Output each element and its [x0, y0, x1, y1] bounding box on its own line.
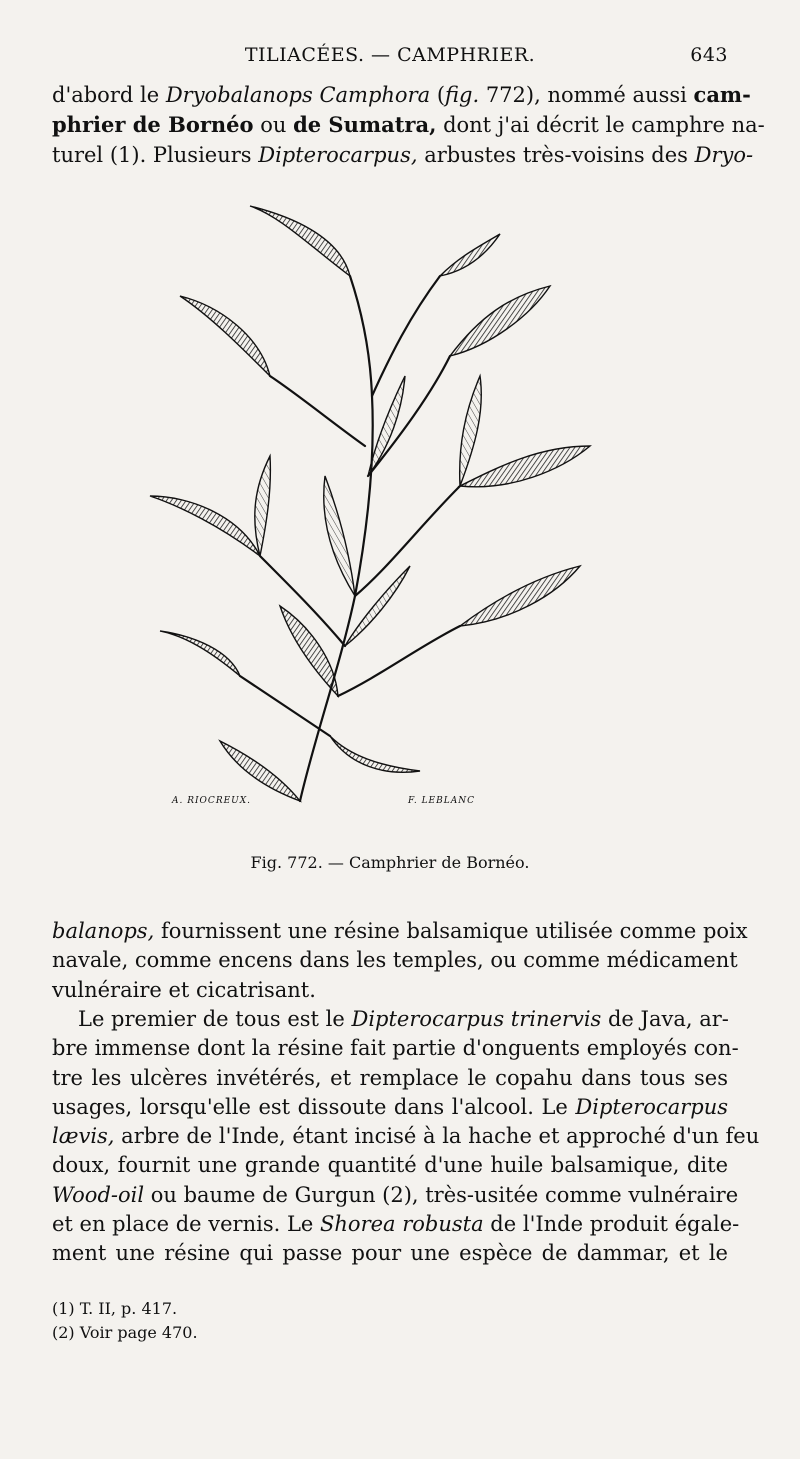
- text-line: turel (1). Plusieurs Dipterocarpus, arbustes très-voisins des Dryo-: [52, 142, 754, 167]
- paragraph-dipterocarpus: [52, 1005, 760, 1269]
- text-line: d'abord le Dryobalanops Camphora (fig. 772), nommé aussi cam-: [52, 82, 751, 107]
- text-line: navale, comme encens dans les temples, ou comme médicament: [52, 948, 738, 973]
- text-line: lævis, arbre de l'Inde, étant incisé à la hache et approché d'un feu: [52, 1124, 760, 1149]
- paragraph-dryobalanops: [52, 917, 748, 1005]
- text-line: balanops, fournissent une résine balsamique utilisée comme poix: [52, 919, 748, 943]
- page-number: 643: [690, 44, 728, 66]
- text-line: Wood-oil ou baume de Gurgun (2), très-usitée comme vulnéraire: [52, 1182, 739, 1207]
- text-line: doux, fournit une grande quantité d'une huile balsamique, dite: [52, 1153, 728, 1178]
- running-title: TILIACÉES. — CAMPHRIER.: [244, 44, 536, 66]
- text-line: bre immense dont la résine fait partie d'onguents employés con-: [52, 1036, 739, 1061]
- text-line: usages, lorsqu'elle est dissoute dans l'alcool. Le Dipterocarpus: [52, 1094, 728, 1119]
- figure-caption: Fig. 772. — Camphrier de Bornéo.: [250, 853, 530, 872]
- engraver-signature: F. LEBLANC: [408, 796, 475, 806]
- text-line: ment une résine qui passe pour une espèce de dammar, et le: [52, 1241, 728, 1266]
- text-line: vulnéraire et cicatrisant.: [52, 977, 316, 1002]
- text-line: et en place de vernis. Le Shorea robusta de l'Inde produit égale-: [52, 1212, 740, 1237]
- running-header: [52, 44, 728, 66]
- illustrator-signature: A. RIOCREUX.: [172, 796, 252, 806]
- footnote-2: (2) Voir page 470.: [52, 1323, 198, 1342]
- footnotes: [52, 1297, 198, 1345]
- camphor-branch-illustration: [140, 196, 620, 836]
- text-line: Le premier de tous est le Dipterocarpus trinervis de Java, ar-: [78, 1007, 729, 1031]
- footnote-1: (1) T. II, p. 417.: [52, 1299, 178, 1318]
- text-line: tre les ulcères invétérés, et remplace le copahu dans tous ses: [52, 1065, 728, 1090]
- text-line: phrier de Bornéo ou de Sumatra, dont j'ai décrit le camphre na-: [52, 112, 765, 138]
- paragraph-intro: [52, 80, 765, 170]
